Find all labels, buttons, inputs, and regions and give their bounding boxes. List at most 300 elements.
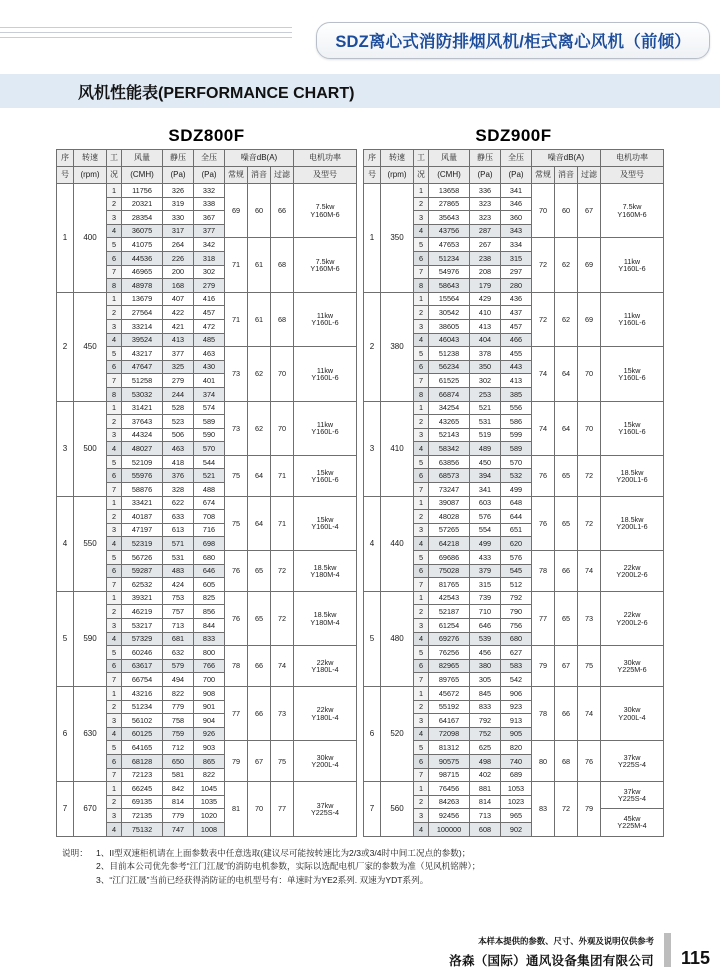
flow-cell: 56234 bbox=[429, 360, 470, 374]
total-pressure-cell: 620 bbox=[501, 537, 532, 551]
total-pressure-cell: 583 bbox=[501, 659, 532, 673]
noise-silent-cell: 64 bbox=[248, 455, 271, 496]
motor-power: 11kw bbox=[316, 365, 334, 375]
noise-filter-cell: 70 bbox=[578, 347, 601, 401]
motor-model: Y160L-6 bbox=[311, 474, 339, 484]
static-pressure-cell: 341 bbox=[470, 483, 501, 497]
flow-cell: 73247 bbox=[429, 483, 470, 497]
condition-cell: 5 bbox=[107, 551, 122, 565]
column-header: 过滤 bbox=[271, 167, 294, 184]
total-pressure-cell: 965 bbox=[501, 809, 532, 823]
motor-cell bbox=[601, 646, 664, 687]
condition-cell: 7 bbox=[414, 265, 429, 279]
motor-power: 15kw bbox=[316, 467, 334, 477]
table-row bbox=[57, 401, 357, 415]
static-pressure-cell: 380 bbox=[470, 659, 501, 673]
condition-cell: 4 bbox=[414, 224, 429, 238]
flow-cell: 35643 bbox=[429, 211, 470, 225]
column-header: 全压 bbox=[194, 150, 225, 167]
flow-cell: 51234 bbox=[122, 700, 163, 714]
motor-model: Y180M-4 bbox=[310, 569, 340, 579]
motor-model: Y180L-4 bbox=[311, 665, 339, 675]
static-pressure-cell: 317 bbox=[163, 224, 194, 238]
static-pressure-cell: 650 bbox=[163, 754, 194, 768]
sequence-cell: 5 bbox=[364, 591, 381, 686]
total-pressure-cell: 521 bbox=[194, 469, 225, 483]
noise-normal-cell: 76 bbox=[532, 496, 555, 550]
flow-cell: 33421 bbox=[122, 496, 163, 510]
flow-cell: 58643 bbox=[429, 279, 470, 293]
noise-silent-cell: 61 bbox=[248, 238, 271, 292]
static-pressure-cell: 407 bbox=[163, 292, 194, 306]
static-pressure-cell: 528 bbox=[163, 401, 194, 415]
total-pressure-cell: 279 bbox=[194, 279, 225, 293]
flow-cell: 82965 bbox=[429, 659, 470, 673]
total-pressure-cell: 856 bbox=[194, 605, 225, 619]
footer-company-name: 洛森（国际）通风设备集团有限公司 bbox=[449, 954, 654, 968]
footer-disclaimer: 本样本提供的参数、尺寸、外观及说明仅供参考 bbox=[478, 936, 654, 946]
total-pressure-cell: 318 bbox=[194, 251, 225, 265]
flow-cell: 61254 bbox=[429, 619, 470, 633]
motor-power: 11kw bbox=[623, 256, 641, 266]
static-pressure-cell: 264 bbox=[163, 238, 194, 252]
total-pressure-cell: 756 bbox=[501, 619, 532, 633]
static-pressure-cell: 328 bbox=[163, 483, 194, 497]
noise-filter-cell: 66 bbox=[271, 184, 294, 238]
noise-filter-cell: 72 bbox=[271, 551, 294, 592]
static-pressure-cell: 712 bbox=[163, 741, 194, 755]
static-pressure-cell: 253 bbox=[470, 387, 501, 401]
column-header: (rpm) bbox=[381, 167, 414, 184]
noise-silent-cell: 68 bbox=[555, 741, 578, 782]
total-pressure-cell: 1053 bbox=[501, 782, 532, 796]
column-header: 及型号 bbox=[601, 167, 664, 184]
motor-cell bbox=[294, 646, 357, 687]
total-pressure-cell: 457 bbox=[501, 319, 532, 333]
condition-cell: 3 bbox=[414, 809, 429, 823]
flow-cell: 31421 bbox=[122, 401, 163, 415]
flow-cell: 75132 bbox=[122, 822, 163, 836]
flow-cell: 66754 bbox=[122, 673, 163, 687]
total-pressure-cell: 457 bbox=[194, 306, 225, 320]
condition-cell: 3 bbox=[107, 211, 122, 225]
noise-silent-cell: 65 bbox=[248, 551, 271, 592]
motor-cell bbox=[294, 401, 357, 455]
noise-silent-cell: 62 bbox=[555, 238, 578, 292]
condition-cell: 1 bbox=[414, 401, 429, 415]
motor-power: 30kw bbox=[316, 753, 334, 763]
motor-power: 11kw bbox=[623, 311, 641, 321]
noise-normal-cell: 78 bbox=[532, 551, 555, 592]
noise-filter-cell: 73 bbox=[578, 591, 601, 645]
table-row bbox=[364, 782, 664, 796]
flow-cell: 81765 bbox=[429, 578, 470, 592]
flow-cell: 69135 bbox=[122, 795, 163, 809]
flow-cell: 61525 bbox=[429, 374, 470, 388]
total-pressure-cell: 589 bbox=[194, 415, 225, 429]
motor-power: 37kw bbox=[623, 787, 641, 797]
static-pressure-cell: 506 bbox=[163, 428, 194, 442]
page-header bbox=[0, 0, 720, 62]
total-pressure-cell: 280 bbox=[501, 279, 532, 293]
condition-cell: 3 bbox=[414, 428, 429, 442]
noise-normal-cell: 75 bbox=[225, 455, 248, 496]
flow-cell: 53032 bbox=[122, 387, 163, 401]
total-pressure-cell: 586 bbox=[501, 415, 532, 429]
total-pressure-cell: 923 bbox=[501, 700, 532, 714]
motor-power: 37kw bbox=[316, 800, 334, 810]
footer-divider-bar bbox=[664, 933, 671, 967]
flow-cell: 84263 bbox=[429, 795, 470, 809]
table-row bbox=[364, 591, 664, 605]
noise-normal-cell: 70 bbox=[532, 184, 555, 238]
noise-normal-cell: 76 bbox=[225, 551, 248, 592]
static-pressure-cell: 377 bbox=[163, 347, 194, 361]
flow-cell: 27564 bbox=[122, 306, 163, 320]
motor-power: 15kw bbox=[316, 515, 334, 525]
condition-cell: 4 bbox=[414, 632, 429, 646]
flow-cell: 66874 bbox=[429, 387, 470, 401]
flow-cell: 40187 bbox=[122, 510, 163, 524]
condition-cell: 6 bbox=[107, 469, 122, 483]
static-pressure-cell: 450 bbox=[470, 455, 501, 469]
static-pressure-cell: 814 bbox=[163, 795, 194, 809]
motor-cell bbox=[294, 347, 357, 401]
condition-cell: 3 bbox=[107, 809, 122, 823]
condition-cell: 2 bbox=[414, 306, 429, 320]
static-pressure-cell: 208 bbox=[470, 265, 501, 279]
total-pressure-cell: 574 bbox=[194, 401, 225, 415]
condition-cell: 6 bbox=[414, 659, 429, 673]
flow-cell: 53217 bbox=[122, 619, 163, 633]
condition-cell: 5 bbox=[107, 347, 122, 361]
footer-text-block bbox=[449, 935, 654, 969]
noise-normal-cell: 73 bbox=[225, 347, 248, 401]
motor-power: 45kw bbox=[623, 814, 641, 824]
motor-cell bbox=[601, 496, 664, 550]
motor-model: Y200L2-6 bbox=[616, 617, 648, 627]
static-pressure-cell: 753 bbox=[163, 591, 194, 605]
total-pressure-cell: 1020 bbox=[194, 809, 225, 823]
note-line: 1、II型双速柜机请在上面参数表中任意选取(建议尽可能按转速比为2/3或3/4时中间工况点的参数)； bbox=[96, 847, 471, 858]
condition-cell: 6 bbox=[414, 360, 429, 374]
static-pressure-cell: 881 bbox=[470, 782, 501, 796]
motor-cell bbox=[601, 686, 664, 740]
total-pressure-cell: 865 bbox=[194, 754, 225, 768]
table-row bbox=[364, 292, 664, 306]
noise-filter-cell: 67 bbox=[578, 184, 601, 238]
condition-cell: 4 bbox=[414, 442, 429, 456]
static-pressure-cell: 238 bbox=[470, 251, 501, 265]
total-pressure-cell: 792 bbox=[501, 591, 532, 605]
sequence-cell: 7 bbox=[57, 782, 74, 836]
column-header: 噪音dB(A) bbox=[532, 150, 601, 167]
table-row bbox=[57, 184, 357, 198]
total-pressure-cell: 315 bbox=[501, 251, 532, 265]
flow-cell: 60125 bbox=[122, 727, 163, 741]
header-title-pill bbox=[316, 22, 710, 59]
rpm-cell: 410 bbox=[381, 401, 414, 496]
static-pressure-cell: 315 bbox=[470, 578, 501, 592]
flow-cell: 66245 bbox=[122, 782, 163, 796]
flow-cell: 69686 bbox=[429, 551, 470, 565]
flow-cell: 39321 bbox=[122, 591, 163, 605]
column-header: 过滤 bbox=[578, 167, 601, 184]
static-pressure-cell: 499 bbox=[470, 537, 501, 551]
flow-cell: 55976 bbox=[122, 469, 163, 483]
static-pressure-cell: 792 bbox=[470, 714, 501, 728]
motor-power: 22kw bbox=[623, 562, 641, 572]
static-pressure-cell: 483 bbox=[163, 564, 194, 578]
total-pressure-cell: 570 bbox=[501, 455, 532, 469]
noise-normal-cell: 71 bbox=[225, 238, 248, 292]
total-pressure-cell: 589 bbox=[501, 442, 532, 456]
motor-model: Y225M-4 bbox=[617, 821, 647, 831]
total-pressure-cell: 472 bbox=[194, 319, 225, 333]
total-pressure-cell: 413 bbox=[501, 374, 532, 388]
table-header-row bbox=[57, 150, 357, 167]
noise-filter-cell: 74 bbox=[271, 646, 294, 687]
flow-cell: 81312 bbox=[429, 741, 470, 755]
static-pressure-cell: 394 bbox=[470, 469, 501, 483]
static-pressure-cell: 531 bbox=[163, 551, 194, 565]
static-pressure-cell: 710 bbox=[470, 605, 501, 619]
condition-cell: 3 bbox=[107, 714, 122, 728]
noise-normal-cell: 78 bbox=[225, 646, 248, 687]
total-pressure-cell: 1008 bbox=[194, 822, 225, 836]
noise-filter-cell: 72 bbox=[271, 591, 294, 645]
total-pressure-cell: 648 bbox=[501, 496, 532, 510]
total-pressure-cell: 545 bbox=[501, 564, 532, 578]
condition-cell: 2 bbox=[107, 700, 122, 714]
static-pressure-cell: 625 bbox=[470, 741, 501, 755]
column-header: (rpm) bbox=[74, 167, 107, 184]
flow-cell: 52109 bbox=[122, 455, 163, 469]
condition-cell: 6 bbox=[107, 251, 122, 265]
flow-cell: 56726 bbox=[122, 551, 163, 565]
total-pressure-cell: 901 bbox=[194, 700, 225, 714]
flow-cell: 15564 bbox=[429, 292, 470, 306]
motor-power: 22kw bbox=[316, 705, 334, 715]
column-header: 消音 bbox=[555, 167, 578, 184]
condition-cell: 3 bbox=[414, 319, 429, 333]
total-pressure-cell: 740 bbox=[501, 754, 532, 768]
sequence-cell: 4 bbox=[364, 496, 381, 591]
static-pressure-cell: 336 bbox=[470, 184, 501, 198]
total-pressure-cell: 605 bbox=[194, 578, 225, 592]
rpm-cell: 500 bbox=[74, 401, 107, 496]
total-pressure-cell: 913 bbox=[501, 714, 532, 728]
flow-cell: 58342 bbox=[429, 442, 470, 456]
condition-cell: 5 bbox=[107, 741, 122, 755]
sequence-cell: 1 bbox=[57, 184, 74, 293]
table-row bbox=[57, 686, 357, 700]
noise-normal-cell: 75 bbox=[225, 496, 248, 550]
noise-filter-cell: 79 bbox=[578, 782, 601, 836]
motor-model: Y200L-4 bbox=[618, 712, 646, 722]
flow-cell: 47653 bbox=[429, 238, 470, 252]
total-pressure-cell: 544 bbox=[194, 455, 225, 469]
noise-silent-cell: 62 bbox=[555, 292, 578, 346]
condition-cell: 2 bbox=[107, 306, 122, 320]
noise-filter-cell: 74 bbox=[578, 551, 601, 592]
flow-cell: 72135 bbox=[122, 809, 163, 823]
static-pressure-cell: 404 bbox=[470, 333, 501, 347]
flow-cell: 45672 bbox=[429, 686, 470, 700]
flow-cell: 90575 bbox=[429, 754, 470, 768]
header-decorative-lines bbox=[0, 27, 300, 47]
flow-cell: 51238 bbox=[429, 347, 470, 361]
flow-cell: 100000 bbox=[429, 822, 470, 836]
motor-model: Y160L-4 bbox=[311, 522, 339, 532]
noise-filter-cell: 68 bbox=[271, 292, 294, 346]
motor-cell bbox=[294, 591, 357, 645]
table-wrapper-sdz800f bbox=[56, 126, 357, 837]
flow-cell: 57329 bbox=[122, 632, 163, 646]
static-pressure-cell: 779 bbox=[163, 700, 194, 714]
static-pressure-cell: 489 bbox=[470, 442, 501, 456]
total-pressure-cell: 766 bbox=[194, 659, 225, 673]
noise-silent-cell: 66 bbox=[555, 551, 578, 592]
motor-model: Y225S-4 bbox=[618, 794, 646, 804]
motor-power: 18.5kw bbox=[313, 562, 337, 572]
total-pressure-cell: 1023 bbox=[501, 795, 532, 809]
noise-silent-cell: 66 bbox=[248, 646, 271, 687]
table-row bbox=[57, 292, 357, 306]
static-pressure-cell: 579 bbox=[163, 659, 194, 673]
condition-cell: 7 bbox=[414, 673, 429, 687]
total-pressure-cell: 590 bbox=[194, 428, 225, 442]
noise-normal-cell: 72 bbox=[532, 238, 555, 292]
flow-cell: 39087 bbox=[429, 496, 470, 510]
motor-model: Y200L-4 bbox=[311, 760, 339, 770]
noise-silent-cell: 65 bbox=[555, 496, 578, 550]
total-pressure-cell: 466 bbox=[501, 333, 532, 347]
noise-silent-cell: 67 bbox=[248, 741, 271, 782]
flow-cell: 76256 bbox=[429, 646, 470, 660]
flow-cell: 46965 bbox=[122, 265, 163, 279]
total-pressure-cell: 436 bbox=[501, 292, 532, 306]
total-pressure-cell: 576 bbox=[501, 551, 532, 565]
flow-cell: 63856 bbox=[429, 455, 470, 469]
condition-cell: 4 bbox=[107, 442, 122, 456]
noise-normal-cell: 78 bbox=[532, 686, 555, 740]
noise-filter-cell: 75 bbox=[271, 741, 294, 782]
rpm-cell: 670 bbox=[74, 782, 107, 836]
noise-silent-cell: 67 bbox=[555, 646, 578, 687]
static-pressure-cell: 622 bbox=[163, 496, 194, 510]
static-pressure-cell: 752 bbox=[470, 727, 501, 741]
motor-cell bbox=[601, 591, 664, 645]
motor-cell bbox=[294, 741, 357, 782]
static-pressure-cell: 757 bbox=[163, 605, 194, 619]
rpm-cell: 480 bbox=[381, 591, 414, 686]
total-pressure-cell: 302 bbox=[194, 265, 225, 279]
motor-power: 18.5kw bbox=[313, 610, 337, 620]
noise-silent-cell: 61 bbox=[248, 292, 271, 346]
motor-power: 30kw bbox=[623, 705, 641, 715]
motor-cell bbox=[294, 686, 357, 740]
condition-cell: 1 bbox=[107, 496, 122, 510]
static-pressure-cell: 325 bbox=[163, 360, 194, 374]
static-pressure-cell: 603 bbox=[470, 496, 501, 510]
condition-cell: 3 bbox=[414, 619, 429, 633]
static-pressure-cell: 244 bbox=[163, 387, 194, 401]
condition-cell: 1 bbox=[107, 686, 122, 700]
noise-filter-cell: 77 bbox=[271, 782, 294, 836]
total-pressure-cell: 346 bbox=[501, 197, 532, 211]
total-pressure-cell: 488 bbox=[194, 483, 225, 497]
static-pressure-cell: 523 bbox=[163, 415, 194, 429]
static-pressure-cell: 571 bbox=[163, 537, 194, 551]
total-pressure-cell: 334 bbox=[501, 238, 532, 252]
condition-cell: 2 bbox=[414, 795, 429, 809]
condition-cell: 3 bbox=[107, 428, 122, 442]
motor-cell bbox=[601, 741, 664, 782]
noise-filter-cell: 71 bbox=[271, 496, 294, 550]
motor-cell bbox=[601, 184, 664, 238]
static-pressure-cell: 554 bbox=[470, 523, 501, 537]
static-pressure-cell: 378 bbox=[470, 347, 501, 361]
total-pressure-cell: 680 bbox=[501, 632, 532, 646]
noise-normal-cell: 79 bbox=[225, 741, 248, 782]
column-header: (Pa) bbox=[163, 167, 194, 184]
condition-cell: 4 bbox=[414, 333, 429, 347]
noise-filter-cell: 70 bbox=[271, 347, 294, 401]
flow-cell: 41075 bbox=[122, 238, 163, 252]
condition-cell: 5 bbox=[414, 646, 429, 660]
condition-cell: 1 bbox=[107, 292, 122, 306]
static-pressure-cell: 608 bbox=[470, 822, 501, 836]
notes-block bbox=[0, 847, 720, 889]
static-pressure-cell: 747 bbox=[163, 822, 194, 836]
motor-model: Y160L-6 bbox=[618, 372, 646, 382]
motor-model: Y160L-6 bbox=[311, 427, 339, 437]
flow-cell: 48027 bbox=[122, 442, 163, 456]
condition-cell: 2 bbox=[107, 415, 122, 429]
static-pressure-cell: 833 bbox=[470, 700, 501, 714]
motor-power: 7.5kw bbox=[622, 202, 642, 212]
flow-cell: 59287 bbox=[122, 564, 163, 578]
total-pressure-cell: 716 bbox=[194, 523, 225, 537]
flow-cell: 48028 bbox=[429, 510, 470, 524]
motor-cell bbox=[601, 347, 664, 401]
condition-cell: 4 bbox=[414, 537, 429, 551]
condition-cell: 1 bbox=[107, 184, 122, 198]
sequence-cell: 2 bbox=[57, 292, 74, 401]
total-pressure-cell: 790 bbox=[501, 605, 532, 619]
flow-cell: 58876 bbox=[122, 483, 163, 497]
motor-power: 30kw bbox=[623, 657, 641, 667]
flow-cell: 46219 bbox=[122, 605, 163, 619]
total-pressure-cell: 341 bbox=[501, 184, 532, 198]
noise-normal-cell: 83 bbox=[532, 782, 555, 836]
motor-power: 22kw bbox=[623, 610, 641, 620]
total-pressure-cell: 499 bbox=[501, 483, 532, 497]
motor-model: Y200L1-6 bbox=[616, 522, 648, 532]
condition-cell: 3 bbox=[414, 523, 429, 537]
total-pressure-cell: 906 bbox=[501, 686, 532, 700]
rpm-cell: 630 bbox=[74, 686, 107, 781]
condition-cell: 5 bbox=[414, 238, 429, 252]
noise-normal-cell: 76 bbox=[532, 455, 555, 496]
noise-normal-cell: 71 bbox=[225, 292, 248, 346]
condition-cell: 3 bbox=[414, 714, 429, 728]
noise-silent-cell: 66 bbox=[555, 686, 578, 740]
condition-cell: 1 bbox=[414, 496, 429, 510]
table-row bbox=[364, 401, 664, 415]
table-row bbox=[364, 184, 664, 198]
